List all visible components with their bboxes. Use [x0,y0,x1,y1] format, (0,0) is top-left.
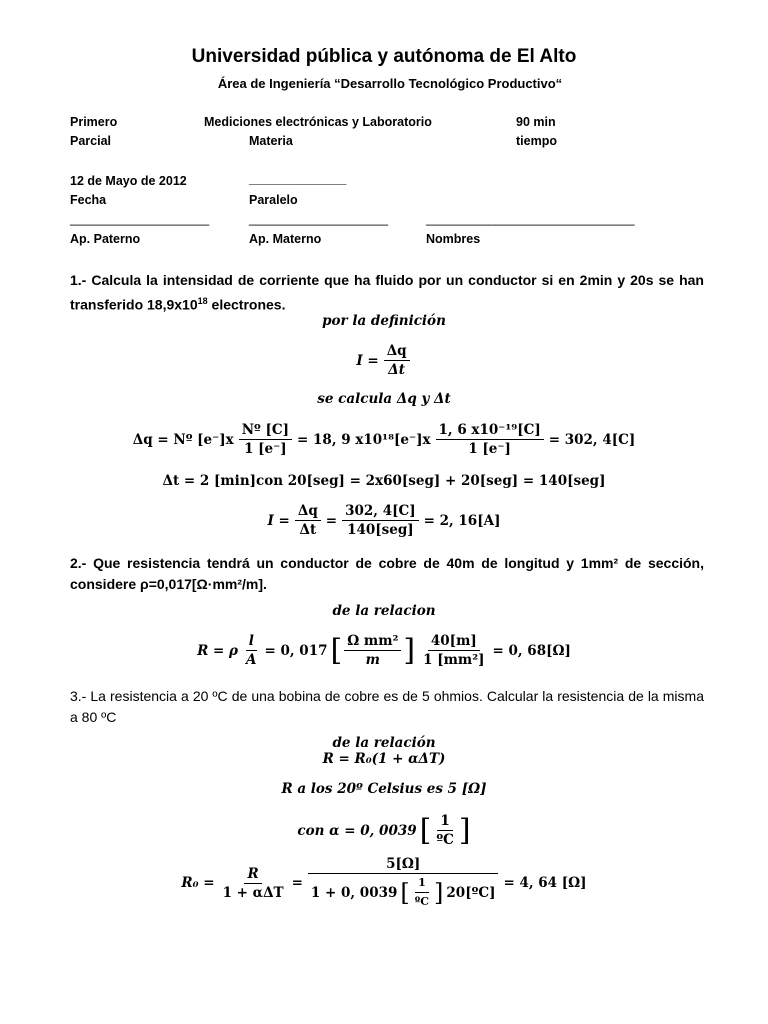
maternal-blank: ____________________ [249,212,389,226]
q1-current-result: I = $\frac{\Delta q}{\Delta t}$ = $\frac{302, 4[C]}{\text{140[seg]}}$ = 2, 16[A] [267,503,501,538]
date-value: 12 de Mayo de 2012 [70,174,187,188]
names-blank: ______________________________ [426,212,635,226]
q3-relation-label: de la relación [332,735,436,751]
q3-initial-resistance: R a los 20º Celsius es 5 [Ω] [281,781,487,797]
exam-number: Primero [70,115,118,129]
duration-value: 90 min [516,115,556,129]
question-1: 1.- Calcula la intensidad de corriente que ha fluido por un conductor si en 2min y 20s se han transferido $18,9x10^{18}$ electrones. [70,272,704,313]
q1-definition-formula: I = $\frac{\Delta q}{\Delta t}$ [0,343,768,378]
q1-time-equation: Δt = 2 [min]con 20[seg] = 2x60[seg] + 20[seg] = 140[seg] [162,473,606,489]
maternal-label: Ap. Materno [249,232,322,246]
subject-label: Materia [249,134,293,148]
exam-type-label: Parcial [70,134,112,148]
university-title: Universidad pública y autónoma de El Alto [191,46,577,67]
subject-name: Mediciones electrónicas y Laboratorio [204,115,432,129]
names-label: Nombres [426,232,481,246]
paternal-blank: ____________________ [70,212,210,226]
parallel-label: Paralelo [249,193,298,207]
parallel-blank: ______________ [249,172,347,186]
q1-calc-label: se calcula Δq y Δt [317,391,451,407]
question-3: 3.- La resistencia a 20 ºC de una bobina de cobre es de 5 ohmios. Calcular la resistencia de la misma a 80 ºC [70,688,704,725]
time-label: tiempo [516,134,557,148]
question-2: 2.- Que resistencia tendrá un conductor de cobre de 40m de longitud y 1mm² de sección, considere ρ=0,017[Ω·mm²/m]. [70,555,704,592]
q2-resistance-equation: R = ρ $\frac{l}{A}$ = 0, 017 [ $\frac{\text{Ω mm²}}{m}$ ] $\frac{40[m]}{\text{1 [mm²]}}$ = 0, 68[Ω] [197,632,571,668]
q3-alpha-coefficient: con α = 0, 0039 [ $\frac{1}{\text{ºC}}$ ] [297,812,471,848]
paternal-label: Ap. Paterno [70,232,141,246]
q3-formula: R = R₀(1 + αΔT) [322,751,446,767]
q1-charge-equation: Δq = Nº [e⁻]x $\frac{\text{Nº [C]}}{1 [e^-]}$ = 18, 9 x10¹⁸[e⁻]x $\frac{\text{1, 6 x10⁻¹⁹[C]}}{1 [e^-]}$ = 302, 4[C] [132,422,636,457]
q1-definition-label: por la definición [322,313,446,329]
q2-relation-label: de la relacion [332,603,436,619]
date-label: Fecha [70,193,107,207]
q3-result-equation: R₀ = $\frac{R}{\text{1 + αΔT}}$ = 5[Ω] 1 + 0, 0039 [ $\frac{1}{\text{ºC}}$ ] 20[ºC] = 4, 64 [Ω] [181,856,587,908]
area-subtitle: Área de Ingeniería “Desarrollo Tecnológico Productivo“ [217,76,563,91]
